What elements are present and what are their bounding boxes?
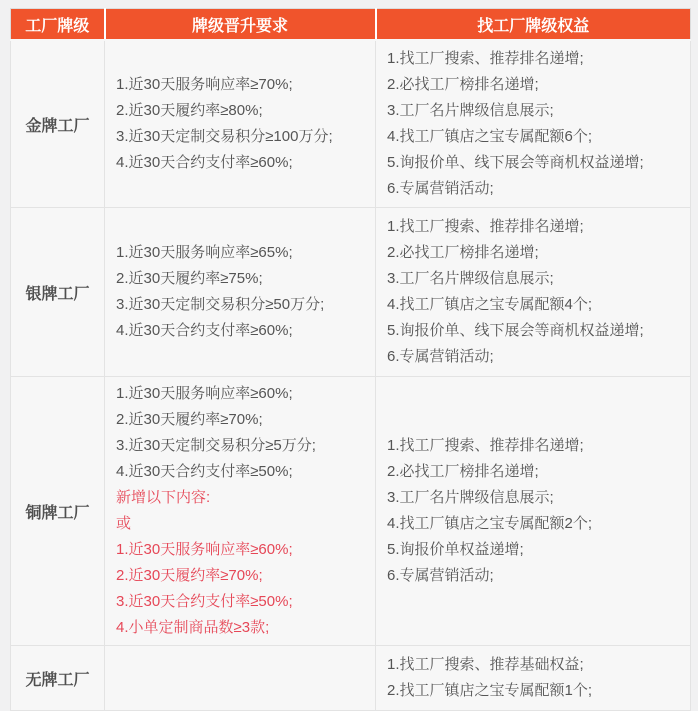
requirement-line: 4.近30天合约支付率≥60%; (116, 154, 293, 171)
requirement-line-new-content: 新增以下内容: (116, 489, 211, 506)
benefit-line: 6.专属营销活动; (387, 567, 494, 584)
benefit-line: 5.询报价单、线下展会等商机权益递增; (387, 322, 644, 339)
header-col-tier: 工厂牌级 (11, 9, 105, 41)
benefit-line: 3.工厂名片牌级信息展示; (387, 102, 554, 119)
benefit-line: 1.找工厂搜索、推荐排名递增; (387, 437, 584, 454)
header-col-benefits: 找工厂牌级权益 (376, 9, 691, 41)
requirement-line-alt: 4.小单定制商品数≥3款; (116, 619, 270, 636)
benefits-cell-silver (376, 208, 691, 377)
table-row-unranked (11, 646, 691, 711)
requirement-line: 1.近30天服务响应率≥70%; (116, 76, 293, 93)
requirements-cell-unranked (105, 646, 376, 711)
requirement-line-or: 或 (116, 515, 132, 532)
tier-name-gold: 金牌工厂 (11, 40, 105, 208)
requirement-line: 3.近30天定制交易积分≥5万分; (116, 437, 316, 454)
benefit-line: 1.找工厂搜索、推荐基础权益; (387, 656, 584, 673)
requirements-cell-gold (105, 40, 376, 208)
benefit-line: 4.找工厂镇店之宝专属配额6个; (387, 128, 593, 145)
requirement-line: 1.近30天服务响应率≥60%; (116, 385, 293, 402)
tier-name-bronze: 铜牌工厂 (11, 377, 105, 646)
benefit-line: 6.专属营销活动; (387, 180, 494, 197)
benefit-line: 2.必找工厂榜排名递增; (387, 463, 539, 480)
tier-name-silver: 银牌工厂 (11, 208, 105, 377)
benefit-line: 5.询报价单权益递增; (387, 541, 524, 558)
requirement-line-alt: 2.近30天履约率≥70%; (116, 567, 263, 584)
header-col-requirements: 牌级晋升要求 (105, 9, 376, 41)
requirement-line-alt: 1.近30天服务响应率≥60%; (116, 541, 293, 558)
requirement-line: 3.近30天定制交易积分≥50万分; (116, 296, 325, 313)
benefits-cell-unranked (376, 646, 691, 711)
benefit-line: 3.工厂名片牌级信息展示; (387, 489, 554, 506)
requirement-line: 1.近30天服务响应率≥65%; (116, 244, 293, 261)
requirement-line-alt: 3.近30天合约支付率≥50%; (116, 593, 293, 610)
benefits-cell-bronze (376, 377, 691, 646)
table-row-silver (11, 208, 691, 377)
requirement-line: 2.近30天履约率≥70%; (116, 411, 263, 428)
header-row (11, 9, 691, 41)
requirement-line: 4.近30天合约支付率≥50%; (116, 463, 293, 480)
table-row-bronze (11, 377, 691, 646)
benefit-line: 1.找工厂搜索、推荐排名递增; (387, 50, 584, 67)
factory-tier-table (10, 8, 691, 711)
requirement-line: 3.近30天定制交易积分≥100万分; (116, 128, 333, 145)
benefit-line: 3.工厂名片牌级信息展示; (387, 270, 554, 287)
benefit-line: 1.找工厂搜索、推荐排名递增; (387, 218, 584, 235)
requirement-line: 2.近30天履约率≥80%; (116, 102, 263, 119)
requirements-cell-silver (105, 208, 376, 377)
table-row-gold (11, 40, 691, 208)
benefit-line: 4.找工厂镇店之宝专属配额2个; (387, 515, 593, 532)
requirement-line: 4.近30天合约支付率≥60%; (116, 322, 293, 339)
benefits-cell-gold (376, 40, 691, 208)
tier-name-unranked: 无牌工厂 (11, 646, 105, 711)
requirements-cell-bronze (105, 377, 376, 646)
benefit-line: 2.必找工厂榜排名递增; (387, 244, 539, 261)
requirement-line: 2.近30天履约率≥75%; (116, 270, 263, 287)
benefit-line: 2.必找工厂榜排名递增; (387, 76, 539, 93)
benefit-line: 6.专属营销活动; (387, 348, 494, 365)
benefit-line: 2.找工厂镇店之宝专属配额1个; (387, 682, 593, 699)
benefit-line: 5.询报价单、线下展会等商机权益递增; (387, 154, 644, 171)
benefit-line: 4.找工厂镇店之宝专属配额4个; (387, 296, 593, 313)
